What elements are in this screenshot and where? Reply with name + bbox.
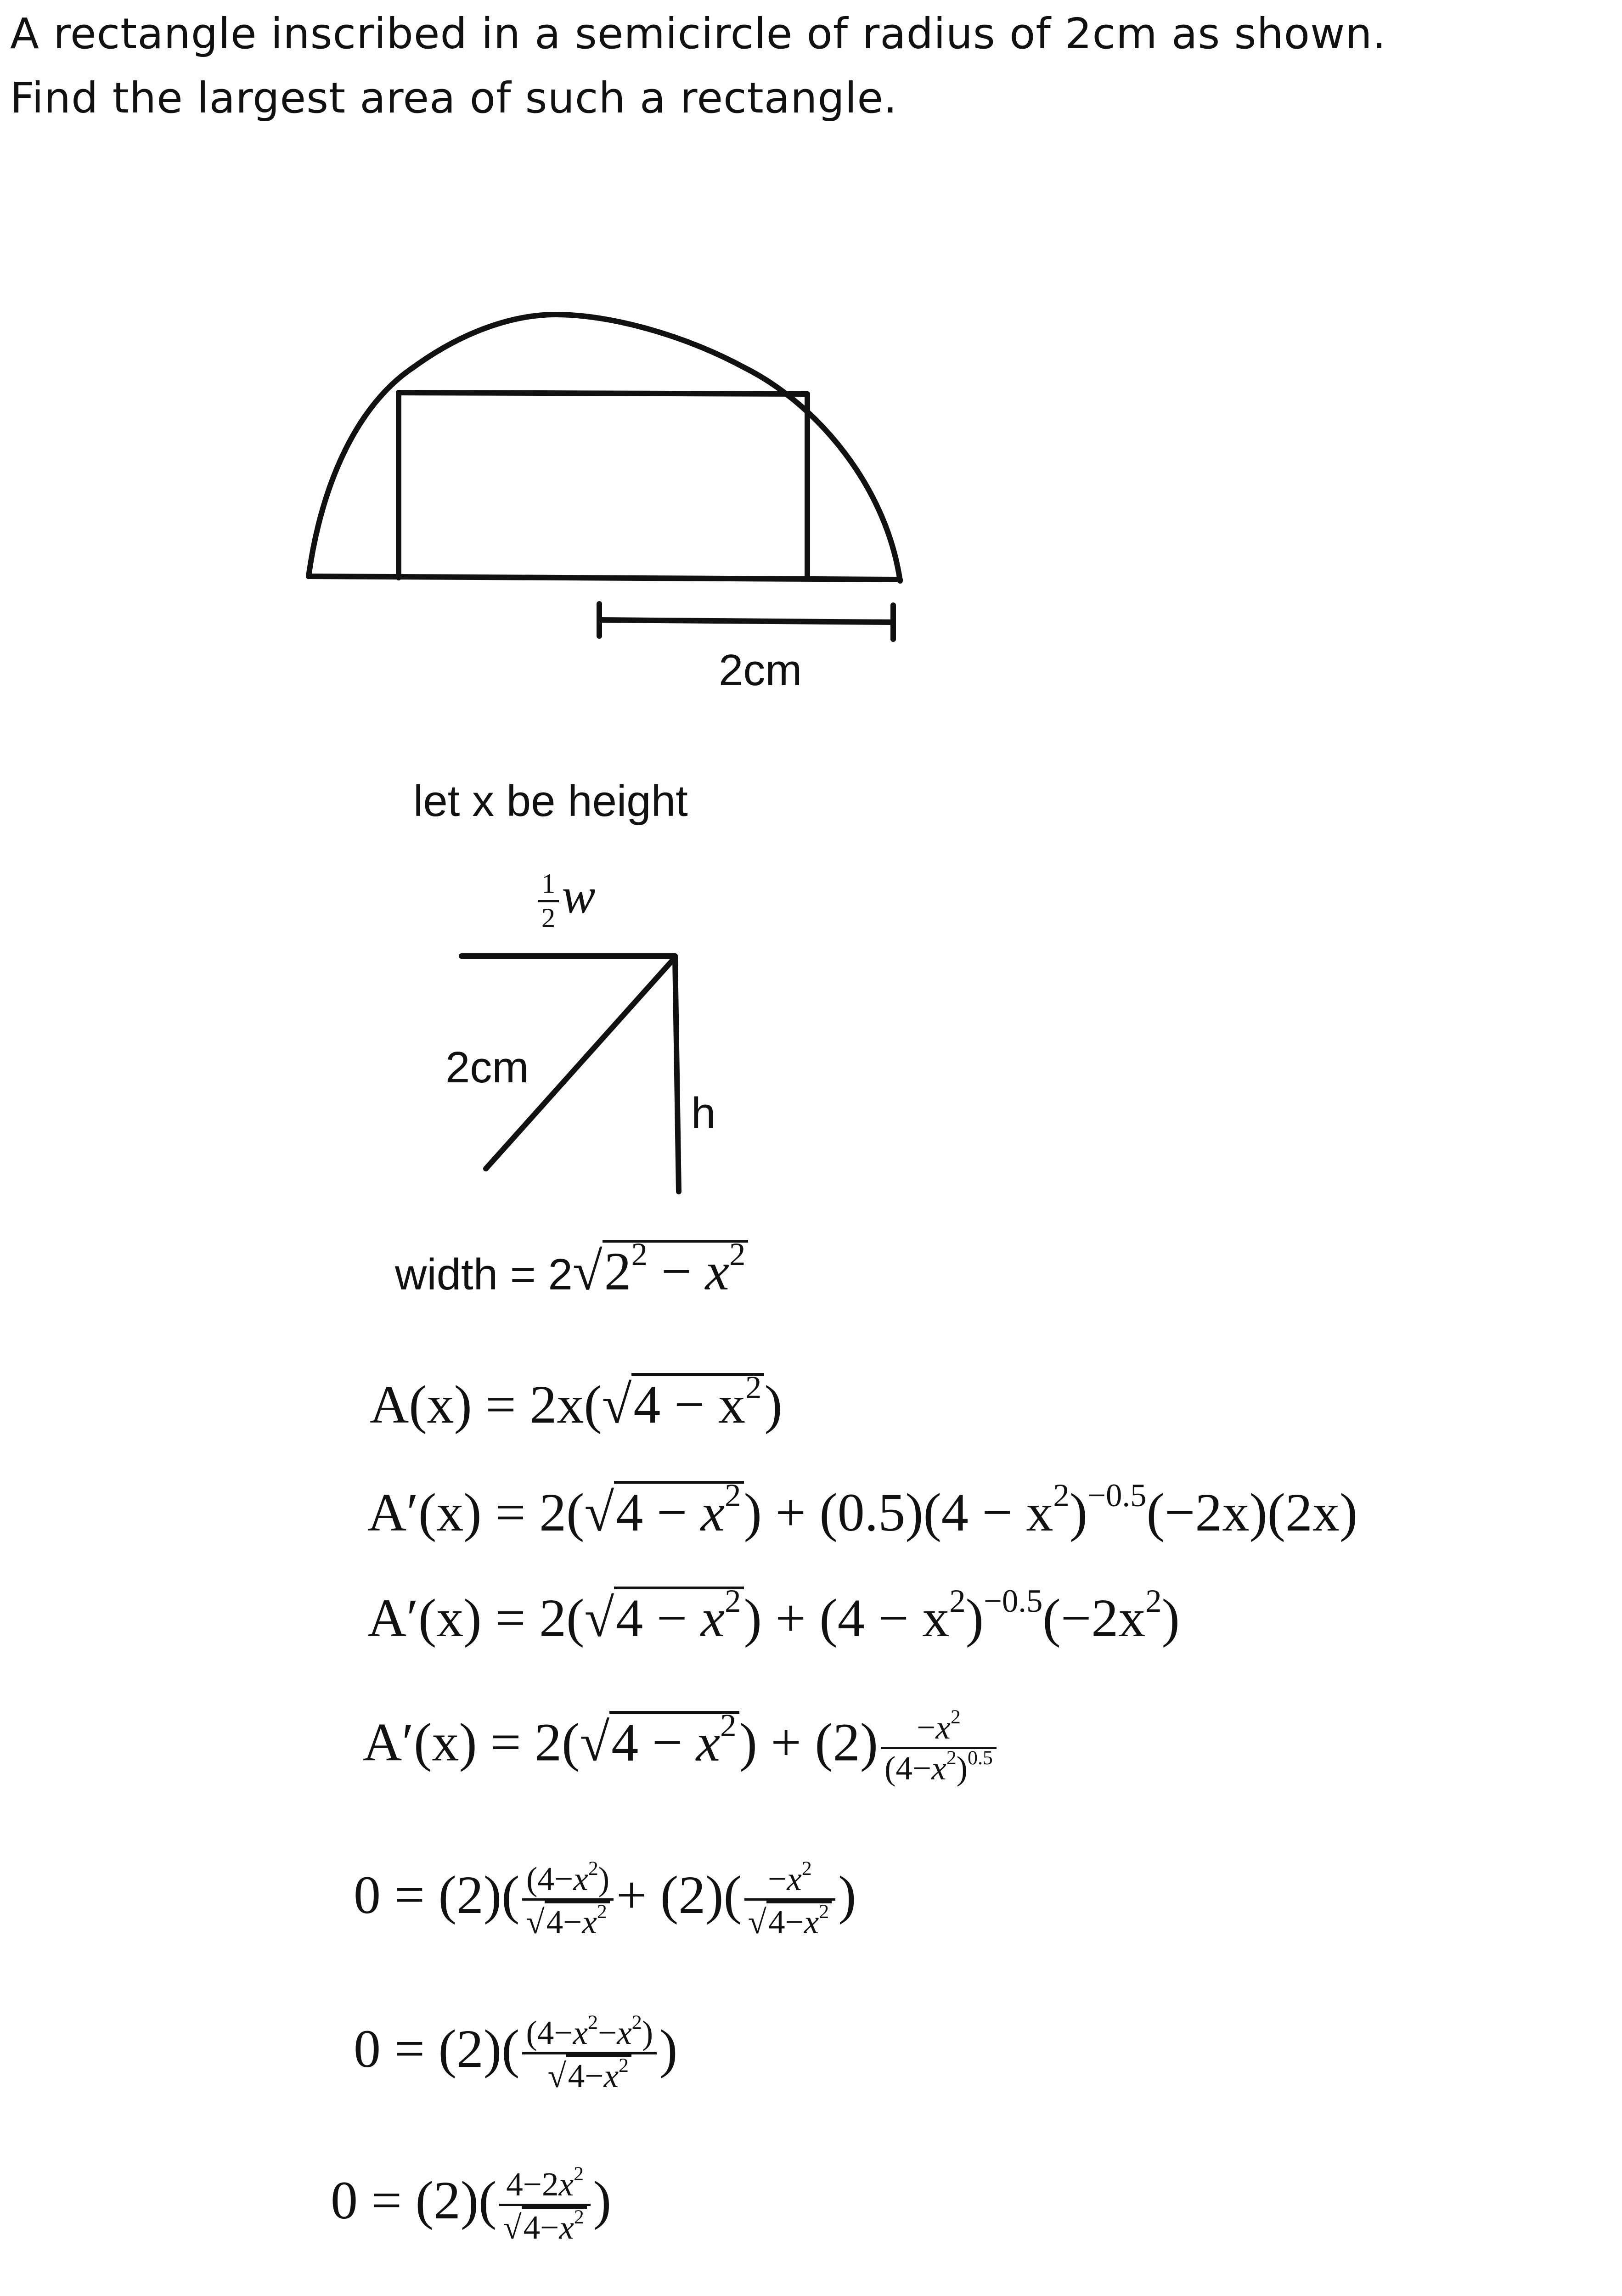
zero-equation-1: 0 = (2)( $\frac{(4-x^2)}{√4-x^2}$ + (2)( $\frac{-x^2}{√4-x^2}$ ) [354,1857,856,1941]
width-equation: width = $2√2^2 - x^2$ [395,1240,748,1299]
rectangle-top [399,393,807,394]
problem-line-1: A rectangle inscribed in a semicircle of radius of 2cm as shown. [10,9,1386,58]
triangle-sketch [0,918,1622,1240]
problem-line-2: Find the largest area of such a rectangle. [10,73,898,123]
triangle-top-label: $\frac{1}{2}$ w [535,868,596,934]
derivative-equation-3: $A'(x) = 2(√4 - x^2) + (2)$ $\frac{-x^2}{(4-x^2)^{0.5}}$ [363,1708,999,1788]
triangle-side-label: h [691,1089,716,1138]
zero-equation-2: 0 = (2)( $\frac{(4-x^2-x^2)}{√4-x^2}$ ) [354,2011,678,2095]
area-equation: $A(x) = 2x(√4 - x^2)$ [370,1369,783,1435]
triangle-hyp-label: 2cm [445,1043,529,1092]
derivative-equation-1: $A'(x) = 2(√4 - x^2) + (0.5)(4 - x^2)^{-0.5}(-2x)(2x)$ [367,1477,1358,1542]
radius-label: 2cm [719,646,802,695]
derivative-equation-2: $A'(x) = 2(√4 - x^2) + (4 - x^2)^{-0.5}(-2x^2)$ [367,1583,1180,1648]
triangle-vertical [675,957,679,1192]
let-statement: let x be height [413,777,688,826]
answer-box [0,2278,1622,2296]
semicircle-diagram [0,0,1622,781]
zero-equation-3: 0 = (2)( $\frac{4-2x^2}{√4-x^2}$ ) [331,2163,612,2246]
radius-marker [599,620,893,622]
